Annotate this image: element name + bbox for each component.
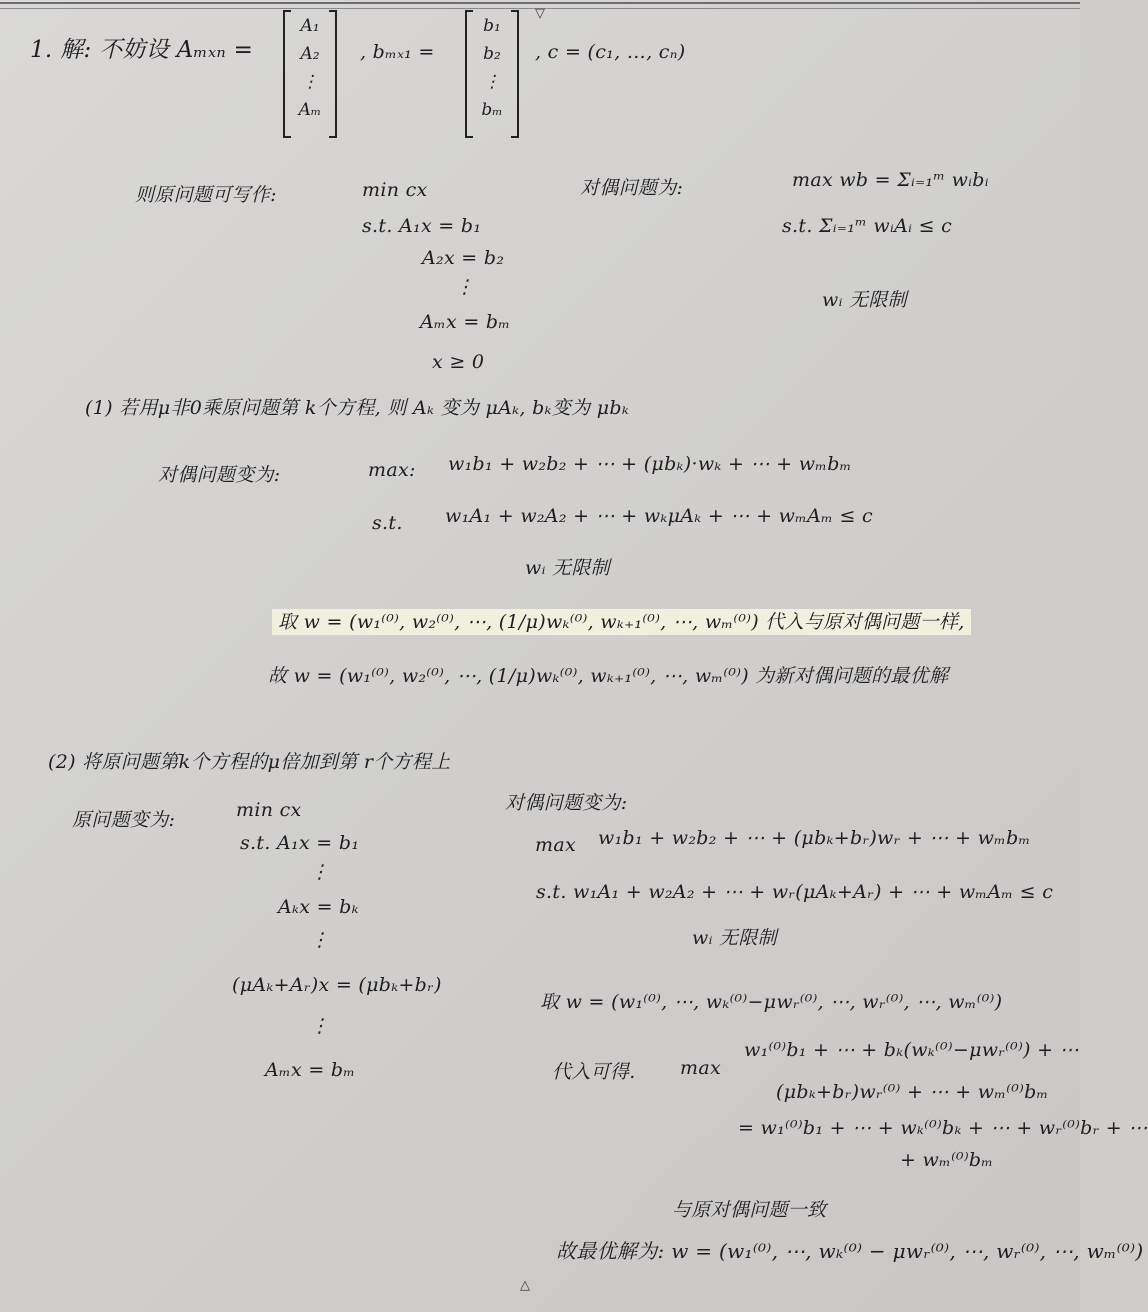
part2-cr: (μAₖ+Aᵣ)x = (μbₖ+bᵣ) [232,974,442,996]
part2-vdots-3: ⋮ [310,1015,330,1037]
part1-conclusion: 故 w = (w₁⁽⁰⁾, w₂⁽⁰⁾, ⋯, (1/μ)wₖ⁽⁰⁾, wₖ₊₁⁽⁰⁾, ⋯, wₘ⁽⁰⁾) 为新对偶问题的最优解 [268,665,949,687]
part2-subst-3: = w₁⁽⁰⁾b₁ + ⋯ + wₖ⁽⁰⁾bₖ + ⋯ + wᵣ⁽⁰⁾bᵣ + ⋯ [738,1117,1148,1139]
part2-cm: Aₘx = bₘ [265,1059,356,1081]
part2-subst-max: max [680,1057,721,1079]
b-label: , bₘₓ₁ = [360,41,435,63]
part2-max: max [535,834,576,856]
part2-vdots-2: ⋮ [310,929,330,951]
part2-free: wᵢ 无限制 [692,927,777,949]
part2-dual-label: 对偶问题变为: [505,792,628,814]
part2-constraint: s.t. w₁A₁ + w₂A₂ + ⋯ + wᵣ(μAₖ+Aᵣ) + ⋯ + wₘAₘ ≤ c [536,881,1054,903]
orig-nonneg: x ≥ 0 [432,351,485,373]
part1-obj: w₁b₁ + w₂b₂ + ⋯ + (μbₖ)·wₖ + ⋯ + wₘbₘ [448,453,852,475]
part2-vdots-1: ⋮ [310,861,330,883]
part1-max: max: [368,459,416,481]
dual-obj: max wb = Σᵢ₌₁ᵐ wᵢbᵢ [792,169,989,191]
dual-free: wᵢ 无限制 [822,289,907,311]
matrix-b: b₁ b₂ ⋮ bₘ [465,10,519,138]
part1-heading: (1) 若用μ非0乘原问题第 k个方程, 则 Aₖ 变为 μAₖ, bₖ变为 μbₖ [85,397,630,419]
part2-subst-2: (μbₖ+bᵣ)wᵣ⁽⁰⁾ + ⋯ + wₘ⁽⁰⁾bₘ [776,1081,1049,1103]
part1-free: wᵢ 无限制 [525,557,610,579]
part1-take: 取 w = (w₁⁽⁰⁾, w₂⁽⁰⁾, ⋯, (1/μ)wₖ⁽⁰⁾, wₖ₊₁⁽⁰⁾, ⋯, wₘ⁽⁰⁾) 代入与原对偶问题一样, [272,612,971,633]
orig-vdots: ⋮ [455,276,475,298]
part2-consistent: 与原对偶问题一致 [672,1199,827,1221]
part1-constraint: w₁A₁ + w₂A₂ + ⋯ + wₖμAₖ + ⋯ + wₘAₘ ≤ c [445,505,873,527]
part2-take: 取 w = (w₁⁽⁰⁾, ⋯, wₖ⁽⁰⁾−μwᵣ⁽⁰⁾, ⋯, wᵣ⁽⁰⁾, ⋯, wₘ⁽⁰⁾) [540,991,1003,1013]
part2-orig-obj: min cx [236,799,302,821]
part2-subst-label: 代入可得. [552,1061,636,1083]
part2-heading: (2) 将原问题第k个方程的μ倍加到第 r个方程上 [48,751,451,773]
orig-label: 则原问题可写作: [135,184,277,206]
problem-header: 1. 解: 不妨设 Aₘₓₙ = [30,37,254,63]
part2-subst-4: + wₘ⁽⁰⁾bₘ [900,1149,994,1171]
part2-final: 故最优解为: w = (w₁⁽⁰⁾, ⋯, wₖ⁽⁰⁾ − μwᵣ⁽⁰⁾, ⋯, wᵣ⁽⁰⁾, ⋯, wₘ⁽⁰⁾) [556,1239,1144,1263]
dual-label: 对偶问题为: [580,177,684,199]
page-top-rule [0,2,1080,4]
part1-st: s.t. [372,512,403,534]
part1-dual-label: 对偶问题变为: [158,464,281,486]
part2-orig-st: s.t. A₁x = b₁ [240,832,360,854]
orig-st: s.t. A₁x = b₁ [362,215,482,237]
part2-ck: Aₖx = bₖ [278,896,359,918]
part2-orig-label: 原问题变为: [72,809,176,831]
orig-cm: Aₘx = bₘ [420,311,511,333]
orig-obj: min cx [362,179,428,201]
dual-st: s.t. Σᵢ₌₁ᵐ wᵢAᵢ ≤ c [782,215,953,237]
c-def: , c = (c₁, …, cₙ) [535,41,686,63]
top-triangle-mark: ▽ [535,6,545,21]
part2-obj: w₁b₁ + w₂b₂ + ⋯ + (μbₖ+bᵣ)wᵣ + ⋯ + wₘbₘ [598,827,1031,849]
part2-subst-1: w₁⁽⁰⁾b₁ + ⋯ + bₖ(wₖ⁽⁰⁾−μwᵣ⁽⁰⁾) + ⋯ [744,1039,1079,1061]
orig-c2: A₂x = b₂ [422,247,505,269]
matrix-a: A₁ A₂ ⋮ Aₘ [283,10,337,138]
bottom-triangle-mark: △ [520,1278,530,1293]
